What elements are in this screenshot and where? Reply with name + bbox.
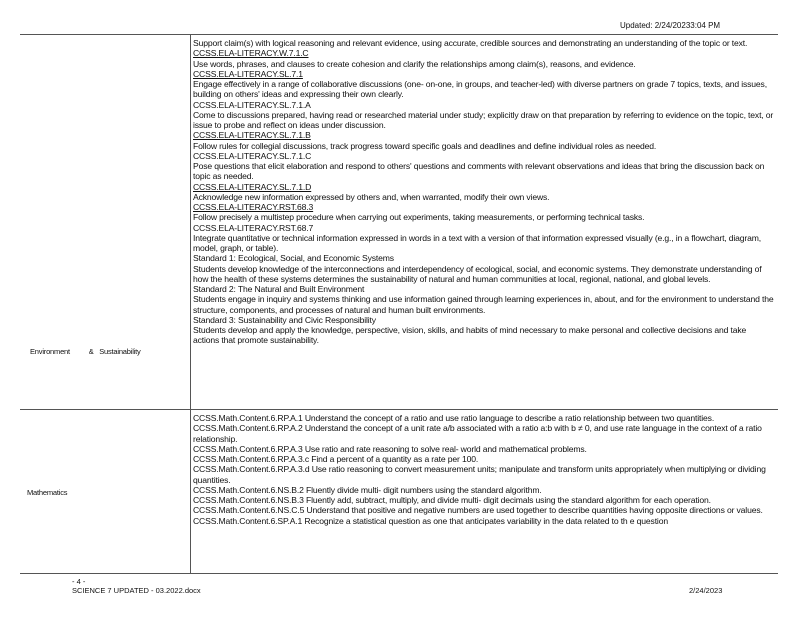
standard-code-link[interactable]: CCSS.ELA-LITERACY.SL.7.1.D [193,181,312,192]
updated-timestamp: Updated: 2/24/20233:04 PM [620,21,721,30]
standard-text-line: Integrate quantitative or technical information expressed in words in a text with a version of that information expressed visually (e.g., in a flowchart, diagram, model, graph, or table). [193,232,762,253]
standard-text-line: CCSS.ELA-LITERACY.SL.7.1.C [193,150,312,161]
standard-text-line: Come to discussions prepared, having read or researched material under study; explicitly draw on that preparation by referring to evidence on the topic, text, or issue to probe and reflect on ideas under discussion. [193,109,774,130]
table-row-environment [20,35,778,410]
standard-text-line: CCSS.ELA-LITERACY.RST.68.7 [193,222,314,233]
subject-cell [20,410,191,573]
standard-text-line: Engage effectively in a range of collaborative discussions (one- on-one, in groups, and teacher-led) with diverse partners on grade 7 topics, texts, and issues, building on others' ideas and expressing their own clearly. [193,79,767,100]
standard-text-line: CCSS.Math.Content.6.RP.A.3 Use ratio and rate reasoning to solve real- world and mathematical problems. [193,443,587,454]
standard-text-line: Standard 1: Ecological, Social, and Economic Systems [193,253,394,264]
standard-code-link[interactable]: CCSS.ELA-LITERACY.W.7.1.C [193,48,309,59]
standards-cell-mathematics [191,410,778,573]
standard-text-line: CCSS.Math.Content.6.NS.B.2 Fluently divide multi- digit numbers using the standard algorithm. [193,484,542,495]
standards-table [20,34,778,574]
standard-text-line: CCSS.Math.Content.6.RP.A.3.d Use ratio reasoning to convert measurement units; manipulate and transform units appropriately when multiplying or dividing quantities. [193,464,766,485]
subject-cell [20,35,191,409]
standard-text-line: CCSS.Math.Content.6.RP.A.1 Understand the concept of a ratio and use ratio language to describe a ratio relationship between two quantities. [193,413,715,423]
footer-left [72,577,201,595]
standard-text-line: CCSS.Math.Content.6.NS.C.5 Understand that positive and negative numbers are used together to describe quantities having opposite directions or values. [193,505,763,516]
standard-text-line: Pose questions that elicit elaboration and respond to others' questions and comments with relevant observations and ideas that bring the discussion back on topic as needed. [193,161,765,182]
subject-label-mathematics: Mathematics [27,488,68,497]
standards-cell-environment [191,35,778,409]
standard-text-line: Students engage in inquiry and systems thinking and use information gained through learning experiences in, about, and for the environment to understand the structure, components, and processes of natural and human built environments. [193,294,774,315]
standard-text-line: CCSS.Math.Content.6.RP.A.2 Understand the concept of a unit rate a/b associated with a ratio a:b with b ≠ 0, and use rate language in the context of a ratio relationship. [193,423,762,444]
standard-text-line: CCSS.ELA-LITERACY.SL.7.1.A [193,99,311,110]
footer-filename: SCIENCE 7 UPDATED - 03.2022.docx [72,586,201,595]
page-number: - 4 - [72,577,86,586]
subject-label-environment: Environment & Sustainability [30,347,141,356]
standard-text-line: Students develop knowledge of the interconnections and interdependency of ecological, social, and economic systems. They demonstrate understanding of how the health of these systems determines the sustainability of natural and human communities at local, regional, national, and global levels. [193,263,762,284]
standard-text-line: CCSS.Math.Content.6.SP.A.1 Recognize a statistical question as one that anticipates variability in the data related to th e question [193,515,668,526]
standard-code-link[interactable]: CCSS.ELA-LITERACY.SL.7.1 [193,68,303,79]
standard-text-line: Standard 3: Sustainability and Civic Responsibility [193,314,376,325]
standard-text-line: Use words, phrases, and clauses to create cohesion and clarify the relationships among claim(s), reasons, and evidence. [193,58,636,69]
standard-text-line: Acknowledge new information expressed by others and, when warranted, modify their own views. [193,191,550,202]
standard-code-link[interactable]: CCSS.ELA-LITERACY.RST.68.3 [193,202,314,212]
standard-text-line: Follow rules for collegial discussions, track progress toward specific goals and deadlines and define individual roles as needed. [193,140,657,151]
standard-text-line: Support claim(s) with logical reasoning and relevant evidence, using accurate, credible sources and demonstrating an understanding of the topic or text. [193,38,748,48]
standard-text-line: Follow precisely a multistep procedure when carrying out experiments, taking measurements, or performing technical tasks. [193,212,645,223]
standard-text-line: CCSS.Math.Content.6.NS.B.3 Fluently add, subtract, multiply, and divide multi- digit decimals using the standard algorithm for each operation. [193,495,711,505]
standard-text-line: Standard 2: The Natural and Built Environment [193,284,365,294]
standard-text-line: Students develop and apply the knowledge, perspective, vision, skills, and habits of mind necessary to make personal and collective decisions and take actions that promote sustainability. [193,325,747,346]
table-row-mathematics [20,410,778,573]
footer-date: 2/24/2023 [689,586,723,595]
standard-text-line: CCSS.Math.Content.6.RP.A.3.c Find a percent of a quantity as a rate per 100. [193,454,479,464]
standard-code-link[interactable]: CCSS.ELA-LITERACY.SL.7.1.B [193,130,311,141]
